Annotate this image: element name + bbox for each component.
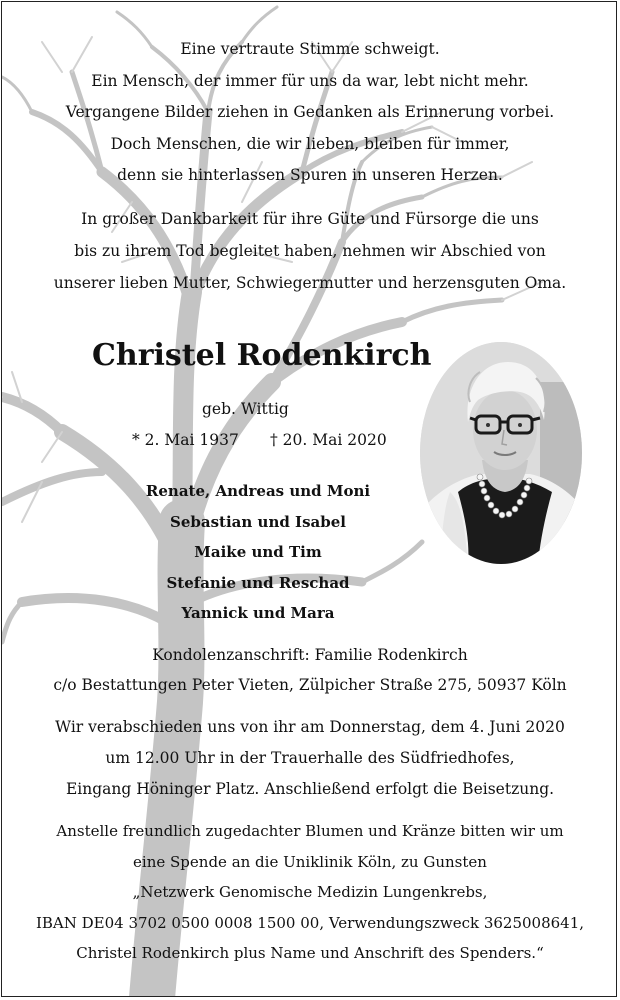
deceased-name: Christel Rodenkirch bbox=[92, 338, 432, 373]
portrait-photo bbox=[420, 342, 582, 564]
intro-line: denn sie hinterlassen Spuren in unseren Herzen. bbox=[117, 166, 503, 184]
gratitude-line: In großer Dankbarkeit für ihre Güte und Fürsorge die uns bbox=[81, 210, 539, 228]
birth-date: * 2. Mai 1937 bbox=[132, 431, 239, 449]
family-member: Renate, Andreas und Moni bbox=[145, 482, 371, 500]
family-member: Yannick und Mara bbox=[181, 604, 335, 622]
death-date: † 20. Mai 2020 bbox=[270, 431, 387, 449]
ceremony-line: Wir verabschieden uns von ihr am Donnerstag, dem 4. Juni 2020 bbox=[55, 718, 565, 736]
ceremony-line: um 12.00 Uhr in der Trauerhalle des Südfriedhofes, bbox=[105, 749, 515, 767]
family-member: Sebastian und Isabel bbox=[170, 512, 346, 531]
donation-line: Anstelle freundlich zugedachter Blumen und Kränze bitten wir um bbox=[56, 822, 564, 840]
intro-verse bbox=[2, 34, 617, 192]
intro-line: Doch Menschen, die wir lieben, bleiben für immer, bbox=[110, 134, 510, 153]
gratitude-line: unserer lieben Mutter, Schwiegermutter und herzensguten Oma. bbox=[53, 274, 567, 292]
donation-line: IBAN DE04 3702 0500 0008 1500 00, Verwendungszweck 3625008641, bbox=[35, 913, 585, 932]
intro-line: Vergangene Bilder ziehen in Gedanken als Erinnerung vorbei. bbox=[65, 103, 555, 121]
gratitude-line: bis zu ihrem Tod begleitet haben, nehmen wir Abschied von bbox=[74, 242, 546, 260]
gratitude-paragraph bbox=[2, 203, 617, 299]
maiden-name: geb. Wittig bbox=[202, 400, 289, 418]
donation-line: Christel Rodenkirch plus Name und Anschrift des Spenders.“ bbox=[76, 944, 544, 962]
ceremony-info bbox=[2, 712, 617, 805]
intro-line: Ein Mensch, der immer für uns da war, lebt nicht mehr. bbox=[91, 71, 529, 90]
donation-request bbox=[2, 816, 617, 969]
address-line: c/o Bestattungen Peter Vieten, Zülpicher Straße 275, 50937 Köln bbox=[53, 676, 567, 694]
address-line: Kondolenzanschrift: Familie Rodenkirch bbox=[152, 646, 468, 664]
condolence-address bbox=[2, 640, 617, 700]
family-member: Maike und Tim bbox=[194, 543, 322, 561]
obituary-card bbox=[1, 1, 617, 997]
ceremony-line: Eingang Höninger Platz. Anschließend erfolgt die Beisetzung. bbox=[65, 780, 555, 798]
donation-line: eine Spende an die Uniklinik Köln, zu Gunsten bbox=[133, 852, 487, 871]
family-list bbox=[100, 476, 416, 629]
family-member: Stefanie und Reschad bbox=[166, 573, 350, 592]
donation-line: „Netzwerk Genomische Medizin Lungenkrebs, bbox=[132, 883, 488, 901]
intro-line: Eine vertraute Stimme schweigt. bbox=[180, 40, 440, 58]
